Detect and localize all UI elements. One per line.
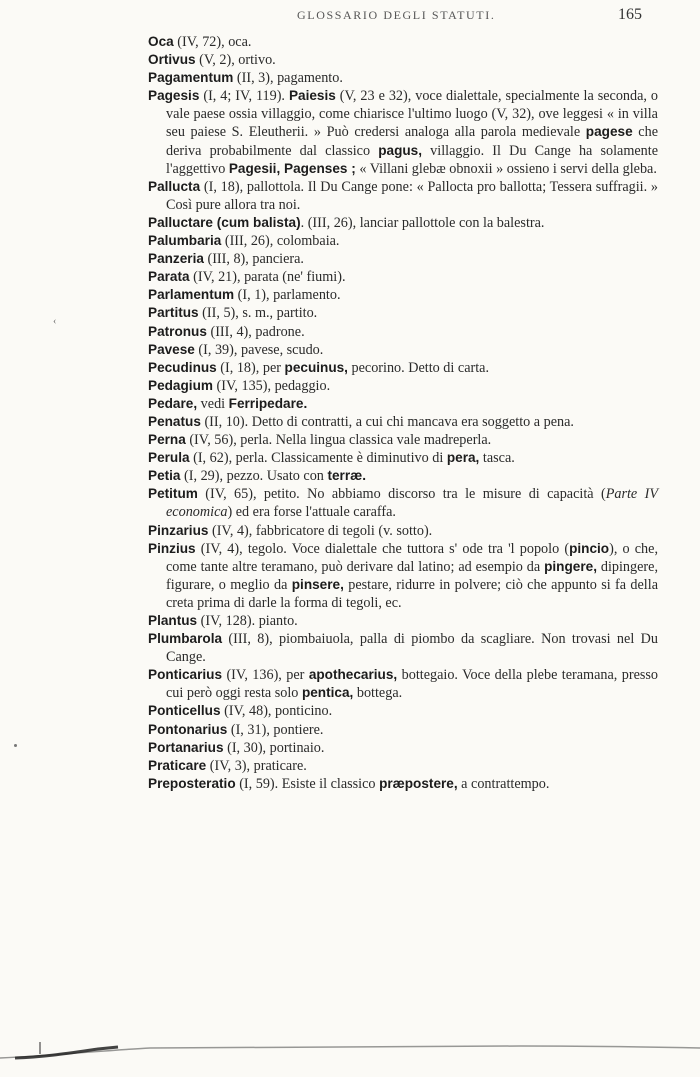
entry-text: pestare, ridurre in polvere; ciò che appunto si fa della creta prima di darle la forma di tegoli, ec. (166, 576, 658, 611)
entry-text: . (III, 26), lanciar pallottole con la balestra. (300, 214, 545, 231)
glossary-entry (148, 69, 658, 87)
glossary-entry (148, 721, 658, 739)
entry-headword: Ferripedare. (228, 395, 308, 411)
glossary-entry (148, 51, 658, 69)
entry-headword: Pedagium (148, 377, 213, 393)
entry-headword: Panzeria (148, 251, 204, 267)
entry-text: (III, 26), colombaia. (221, 233, 340, 250)
glossary-entry (148, 214, 658, 232)
entry-text: (IV, 136), per (222, 667, 309, 684)
running-title: GLOSSARIO DEGLI STATUTI. (297, 8, 496, 22)
entry-headword: Ponticellus (148, 703, 221, 719)
entry-text: che deriva probabilmente dal classico (166, 124, 658, 159)
entry-headword: Partitus (148, 305, 199, 321)
entry-headword: pecuinus, (284, 359, 348, 375)
entry-headword: Palluctare (cum balista) (148, 214, 301, 230)
entry-text: bottega. (353, 685, 403, 702)
entry-text: « Villani glebæ obnoxii » ossieno i servi della gleba. (355, 160, 657, 177)
glossary-entry (148, 612, 658, 630)
entry-headword: Penatus (148, 413, 201, 429)
glossary-entry (148, 449, 658, 467)
entry-text: pecorino. Detto di carta. (347, 359, 489, 376)
entry-text: (IV, 48), ponticino. (220, 703, 333, 720)
glossary-entry (148, 522, 658, 540)
entry-text: (IV, 4), tegolo. Voce dialettale che tuttora s' ode tra 'l popolo ( (195, 540, 570, 557)
entry-text: (II, 3), pagamento. (233, 70, 343, 87)
glossary-entry (148, 359, 658, 377)
entry-headword: Pedare, (148, 395, 198, 411)
entry-headword: Preposteratio (148, 775, 236, 791)
entry-text: vedi (197, 395, 229, 412)
entry-headword: terræ. (327, 468, 366, 484)
glossary-entry (148, 431, 658, 449)
entry-text: (III, 8), piombaiuola, palla di piombo da scagliare. Non trovasi nel Du Cange. (166, 631, 658, 666)
entry-text: (I, 4; IV, 119). (199, 88, 289, 105)
entry-text: (I, 30), portinaio. (223, 739, 325, 756)
entry-headword: Parata (148, 269, 190, 285)
entry-headword: Ponticarius (148, 667, 223, 683)
entry-text: (I, 18), pallottola. Il Du Cange pone: « Pallocta pro ballotta; Tessera suffragii. » Così pure allora tra noi. (166, 178, 658, 213)
entry-headword: Pecudinus (148, 359, 217, 375)
entry-text: (IV, 72), oca. (173, 34, 252, 50)
glossary-entry (148, 702, 658, 720)
margin-mark: ‹ (53, 316, 57, 327)
entry-text: villaggio. Il Du Cange ha solamente l'aggettivo (166, 142, 658, 177)
entry-headword: Pallucta (148, 178, 201, 194)
entry-headword: Pagamentum (148, 70, 234, 86)
page-number: 165 (618, 6, 642, 23)
entry-text: ), o che, come tante altre teramano, può derivare dal latino; ad esempio da (166, 540, 658, 575)
entry-headword: pagese (585, 124, 633, 140)
entry-headword: Perna (148, 432, 186, 448)
entry-headword: pinsere, (291, 576, 344, 592)
glossary-entry (148, 323, 658, 341)
entry-text: (I, 29), pezzo. Usato con (180, 468, 328, 485)
glossary-entry (148, 178, 658, 214)
glossary-entry (148, 413, 658, 431)
entry-text: (IV, 128). pianto. (197, 613, 298, 629)
entry-headword: Petitum (148, 486, 198, 502)
entry-headword: Pinzius (148, 540, 196, 556)
entry-headword: Praticare (148, 757, 207, 773)
entry-headword: Pinzarius (148, 522, 209, 538)
glossary-entry (148, 33, 658, 51)
entry-text: a contrattempo. (457, 775, 550, 792)
entry-headword: pincio (569, 540, 610, 556)
entry-headword: præpostere, (379, 775, 458, 791)
glossary-entry (148, 485, 658, 521)
entry-headword: Plumbarola (148, 631, 223, 647)
entry-headword: Perula (148, 450, 190, 466)
entry-headword: apothecarius, (308, 667, 398, 683)
entry-headword: pera, (446, 450, 480, 466)
entry-headword: Portanarius (148, 739, 224, 755)
glossary-entry (148, 304, 658, 322)
entry-headword: Palumbaria (148, 233, 222, 249)
entry-headword: Patronus (148, 323, 207, 339)
entry-headword: Pavese (148, 341, 195, 357)
glossary-entry (148, 757, 658, 775)
entry-text: (I, 18), per (216, 359, 285, 376)
entry-headword: pingere, (544, 558, 597, 574)
glossary-entry (148, 286, 658, 304)
entry-headword: Pagesii, Pagenses ; (228, 160, 356, 176)
entry-headword: Oca (148, 34, 174, 49)
entry-headword: Pontonarius (148, 721, 228, 737)
entry-text: (V, 23 e 32), voce dialettale, specialmente la seconda, o vale paese ossia villaggio, come chiarisce l'ultimo luogo (V, 32), ove leggesi « in villa seu paiese S. Eleutherii. » Può credersi analoga alla parola medievale (166, 88, 658, 141)
glossary-entry (148, 377, 658, 395)
entry-text: (IV, 4), fabbricatore di tegoli (v. sotto). (208, 522, 433, 539)
entry-text: (I, 1), parlamento. (234, 287, 341, 304)
glossary-entry (148, 739, 658, 757)
entry-text: (IV, 21), parata (ne' fiumi). (189, 269, 346, 286)
glossary-entry (148, 87, 658, 177)
entry-text: (II, 10). Detto di contratti, a cui chi mancava era soggetto a pena. (200, 413, 574, 430)
entry-text: (II, 5), s. m., partito. (198, 305, 318, 322)
entry-text: (III, 8), panciera. (203, 251, 304, 268)
entry-text: (I, 59). Esiste il classico (235, 775, 380, 792)
glossary-entry (148, 666, 658, 702)
entry-text: dipingere, figurare, o meglio da (166, 558, 658, 593)
entry-text: (IV, 65), petito. No abbiamo discorso tra le misure di capacità ( (197, 486, 606, 503)
entry-headword: Pagesis (148, 88, 200, 104)
entry-headword: pagus, (378, 142, 423, 158)
entry-text: (V, 2), ortivo. (195, 52, 276, 69)
scan-edge-artifact (0, 1038, 700, 1068)
entry-headword: Petia (148, 468, 181, 484)
entry-text: (IV, 3), praticare. (206, 757, 307, 774)
entry-text: ) ed era forse l'attuale caraffa. (227, 504, 396, 521)
glossary-entry (148, 540, 658, 612)
entry-text: (I, 39), pavese, scudo. (194, 341, 324, 358)
glossary-entry (148, 395, 658, 413)
entry-text: (IV, 135), pedaggio. (212, 377, 331, 394)
glossary-entry (148, 775, 658, 793)
entry-text: bottegaio. Voce della plebe teramana, presso cui però oggi resta solo (166, 667, 658, 702)
entry-text: (IV, 56), perla. Nella lingua classica vale madreperla. (185, 432, 492, 449)
glossary-entry (148, 268, 658, 286)
entry-text: (I, 62), perla. Classicamente è diminutivo di (189, 450, 447, 467)
glossary-entry (148, 232, 658, 250)
glossary-entry (148, 467, 658, 485)
margin-dot (14, 744, 17, 747)
entry-headword: Parlamentum (148, 287, 235, 303)
glossary-entry (148, 630, 658, 666)
glossary-entries (148, 33, 658, 793)
entry-headword: Paiesis (288, 88, 336, 104)
entry-headword: Ortivus (148, 52, 196, 68)
entry-headword: Plantus (148, 613, 198, 628)
glossary-entry (148, 250, 658, 268)
glossary-entry (148, 341, 658, 359)
entry-text: (I, 31), pontiere. (227, 721, 324, 738)
entry-text: tasca. (479, 450, 515, 467)
entry-text: (III, 4), padrone. (206, 323, 305, 340)
entry-headword: pentica, (301, 685, 354, 701)
entry-italic: Parte IV economica (166, 486, 658, 521)
running-head (0, 6, 700, 26)
